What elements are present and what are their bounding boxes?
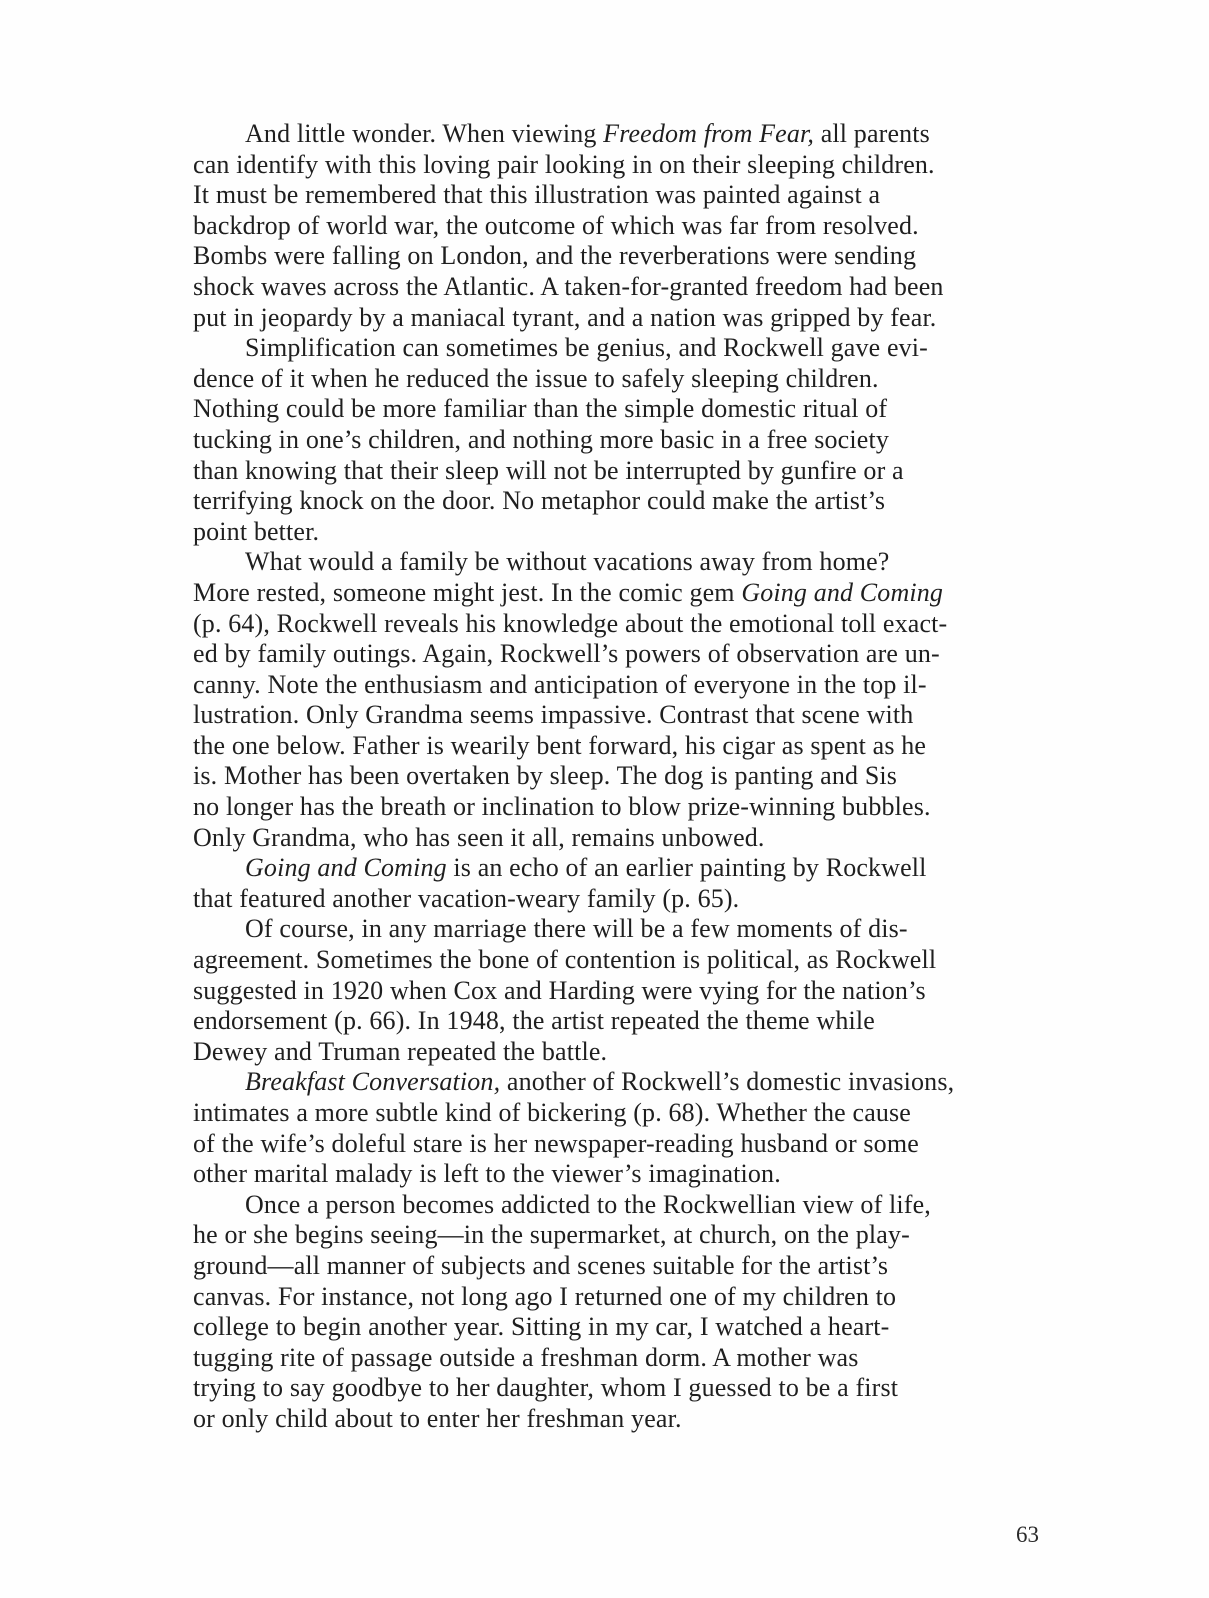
text-segment: ed by family outings. Again, Rockwell’s powers of observation are un- xyxy=(193,639,940,669)
text-line xyxy=(193,1159,1055,1190)
text-line xyxy=(193,394,1055,425)
text-segment: no longer has the breath or inclination to blow prize-winning bubbles. xyxy=(193,792,931,822)
text-segment: other marital malady is left to the viewer’s imagination. xyxy=(193,1159,781,1189)
text-line xyxy=(193,670,1055,701)
text-line xyxy=(193,1098,1055,1129)
text-segment: that featured another vacation-weary family (p. 65). xyxy=(193,883,740,913)
text-segment: ground—all manner of subjects and scenes suitable for the artist’s xyxy=(193,1250,889,1280)
text-segment: agreement. Sometimes the bone of contention is political, as Rockwell xyxy=(193,945,937,975)
text-segment: another of Rockwell’s domestic invasions, xyxy=(500,1067,955,1097)
text-segment: endorsement (p. 66). In 1948, the artist repeated the theme while xyxy=(193,1006,875,1036)
text-line xyxy=(193,211,1055,242)
text-line xyxy=(193,150,1055,181)
text-line xyxy=(193,333,1055,364)
text-segment: And little wonder. When viewing xyxy=(245,119,604,148)
text-line xyxy=(193,976,1055,1007)
text-line xyxy=(193,792,1055,823)
text-segment: Nothing could be more familiar than the simple domestic ritual of xyxy=(193,394,888,424)
paragraph xyxy=(193,119,1055,333)
text-line xyxy=(193,272,1055,303)
text-segment: is. Mother has been overtaken by sleep. The dog is panting and Sis xyxy=(193,761,898,791)
text-line xyxy=(193,1404,1055,1435)
text-line xyxy=(193,180,1055,211)
text-segment: is an echo of an earlier painting by Rockwell xyxy=(446,853,927,883)
text-segment: Dewey and Truman repeated the battle. xyxy=(193,1036,608,1066)
text-line xyxy=(193,639,1055,670)
text-line xyxy=(193,1282,1055,1313)
text-line xyxy=(193,1037,1055,1068)
paragraph xyxy=(193,853,1055,914)
paragraph xyxy=(193,914,1055,1067)
text-segment: shock waves across the Atlantic. A taken-for-granted freedom had been xyxy=(193,271,944,301)
text-line xyxy=(193,914,1055,945)
text-segment: tucking in one’s children, and nothing more basic in a free society xyxy=(193,424,889,454)
text-line xyxy=(193,547,1055,578)
text-segment: of the wife’s doleful stare is her newspaper-reading husband or some xyxy=(193,1128,919,1158)
text-line xyxy=(193,425,1055,456)
text-line xyxy=(193,486,1055,517)
text-line xyxy=(193,1129,1055,1160)
text-segment: can identify with this loving pair looking in on their sleeping children. xyxy=(193,149,935,179)
italic-title: Freedom from Fear, xyxy=(603,119,815,148)
text-line xyxy=(193,1343,1055,1374)
text-segment: Only Grandma, who has seen it all, remains unbowed. xyxy=(193,822,765,852)
italic-title: Going and Coming xyxy=(245,853,447,883)
text-segment: than knowing that their sleep will not be interrupted by gunfire or a xyxy=(193,455,904,485)
text-line xyxy=(193,884,1055,915)
text-segment: college to begin another year. Sitting in my car, I watched a heart- xyxy=(193,1312,890,1342)
paragraph xyxy=(193,1190,1055,1435)
text-line xyxy=(193,1006,1055,1037)
text-line xyxy=(193,731,1055,762)
text-segment: he or she begins seeing—in the supermarket, at church, on the play- xyxy=(193,1220,910,1250)
text-line xyxy=(193,823,1055,854)
text-line xyxy=(193,119,1055,150)
text-line xyxy=(193,241,1055,272)
text-segment: Simplification can sometimes be genius, and Rockwell gave evi- xyxy=(245,333,928,363)
text-line xyxy=(193,303,1055,334)
text-segment: or only child about to enter her freshman year. xyxy=(193,1403,682,1433)
text-segment: What would a family be without vacations away from home? xyxy=(245,547,890,577)
text-segment: It must be remembered that this illustration was painted against a xyxy=(193,180,881,210)
text-segment: backdrop of world war, the outcome of which was far from resolved. xyxy=(193,210,919,240)
text-segment: Bombs were falling on London, and the reverberations were sending xyxy=(193,241,917,271)
text-segment: (p. 64), Rockwell reveals his knowledge about the emotional toll exact- xyxy=(193,608,948,638)
text-line xyxy=(193,609,1055,640)
text-line xyxy=(193,456,1055,487)
text-segment: intimates a more subtle kind of bickering (p. 68). Whether the cause xyxy=(193,1098,912,1127)
text-line xyxy=(193,1251,1055,1282)
text-segment: More rested, someone might jest. In the comic gem xyxy=(193,577,742,607)
text-line xyxy=(193,517,1055,548)
text-segment: all parents xyxy=(814,119,930,148)
paragraph xyxy=(193,333,1055,547)
text-line xyxy=(193,578,1055,609)
text-segment: trying to say goodbye to her daughter, whom I guessed to be a first xyxy=(193,1373,899,1403)
text-segment: lustration. Only Grandma seems impassive. Contrast that scene with xyxy=(193,700,914,730)
text-line xyxy=(193,1312,1055,1343)
text-segment: suggested in 1920 when Cox and Harding were vying for the nation’s xyxy=(193,975,926,1005)
italic-title: Breakfast Conversation, xyxy=(245,1067,501,1097)
text-line xyxy=(193,853,1055,884)
text-line xyxy=(193,364,1055,395)
body-text xyxy=(193,119,1055,1435)
text-line xyxy=(193,945,1055,976)
text-line xyxy=(193,761,1055,792)
text-segment: tugging rite of passage outside a freshman dorm. A mother was xyxy=(193,1342,859,1372)
text-line xyxy=(193,1067,1055,1098)
page-number: 63 xyxy=(1016,1522,1039,1547)
text-segment: canvas. For instance, not long ago I returned one of my children to xyxy=(193,1281,897,1311)
text-line xyxy=(193,1373,1055,1404)
text-segment: Once a person becomes addicted to the Rockwellian view of life, xyxy=(245,1189,931,1219)
text-segment: dence of it when he reduced the issue to safely sleeping children. xyxy=(193,363,879,393)
text-segment: put in jeopardy by a maniacal tyrant, and a nation was gripped by fear. xyxy=(193,302,937,332)
paragraph xyxy=(193,1067,1055,1189)
text-segment: canny. Note the enthusiasm and anticipation of everyone in the top il- xyxy=(193,669,927,699)
text-segment: point better. xyxy=(193,516,320,546)
text-segment: Of course, in any marriage there will be a few moments of dis- xyxy=(245,914,908,944)
text-line xyxy=(193,1220,1055,1251)
paragraph xyxy=(193,547,1055,853)
text-segment: terrifying knock on the door. No metaphor could make the artist’s xyxy=(193,486,886,516)
text-segment: the one below. Father is wearily bent forward, his cigar as spent as he xyxy=(193,730,927,760)
text-line xyxy=(193,700,1055,731)
italic-title: Going and Coming xyxy=(741,577,944,607)
text-line xyxy=(193,1190,1055,1221)
